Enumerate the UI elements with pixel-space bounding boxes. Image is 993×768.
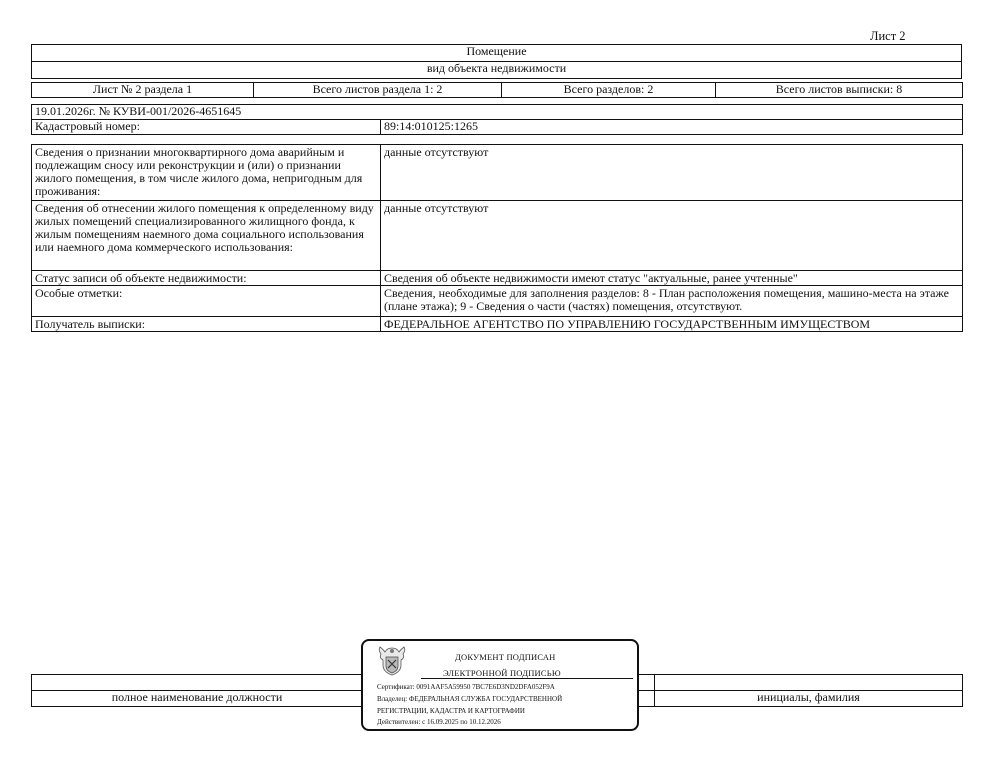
name-field xyxy=(655,675,963,691)
sheet-counters-row xyxy=(31,82,963,98)
electronic-signature-stamp xyxy=(361,639,639,731)
row-value-recipient: ФЕДЕРАЛЬНОЕ АГЕНТСТВО ПО УПРАВЛЕНИЮ ГОСУДАРСТВЕННЫМ ИМУЩЕСТВОМ xyxy=(381,317,963,332)
row-label-record-status: Статус записи об объекте недвижимости: xyxy=(32,271,381,286)
row-label-specialized-fund: Сведения об отнесении жилого помещения к определенному виду жилых помещений специализированного жилищного фонда, к жилым помещениям наемного дома социального использования или наемного дома коммерческого использования: xyxy=(32,201,381,271)
row-value-special-notes: Сведения, необходимые для заполнения разделов: 8 - План расположения помещения, машино-места на этаже (плане этажа); 9 - Сведения о части (частях) помещения, отсутствуют. xyxy=(381,286,963,317)
position-field xyxy=(32,675,363,691)
total-section-sheets: Всего листов раздела 1: 2 xyxy=(254,83,502,98)
cadastral-number-value: 89:14:010125:1265 xyxy=(381,120,963,135)
stamp-owner-line1: Владелец: ФЕДЕРАЛЬНАЯ СЛУЖБА ГОСУДАРСТВЕННОЙ xyxy=(377,695,563,703)
stamp-divider xyxy=(421,678,633,679)
object-type-title: Помещение xyxy=(32,45,962,62)
stamp-certificate: Сертификат: 0091AAF5A59950 7BC7E6D3ND2DFA052F9A xyxy=(377,683,555,691)
row-value-specialized-fund: данные отсутствуют xyxy=(381,201,963,271)
object-type-header xyxy=(31,44,962,79)
position-caption: полное наименование должности xyxy=(32,691,363,707)
coat-of-arms-icon xyxy=(377,645,407,677)
row-label-special-notes: Особые отметки: xyxy=(32,286,381,317)
row-label-recipient: Получатель выписки: xyxy=(32,317,381,332)
name-caption: инициалы, фамилия xyxy=(655,691,963,707)
stamp-title-line2: ЭЛЕКТРОННОЙ ПОДПИСЬЮ xyxy=(443,668,561,678)
cadastral-number-label: Кадастровый номер: xyxy=(32,120,381,135)
row-value-record-status: Сведения об объекте недвижимости имеют статус "актуальные, ранее учтенные" xyxy=(381,271,963,286)
row-label-emergency: Сведения о признании многоквартирного дома аварийным и подлежащим сносу или реконструкции и (или) о признании жилого помещения, в том числе жилого дома, непригодным для проживания: xyxy=(32,145,381,201)
row-value-emergency: данные отсутствуют xyxy=(381,145,963,201)
sheet-number: Лист 2 xyxy=(870,29,906,43)
stamp-title-line1: ДОКУМЕНТ ПОДПИСАН xyxy=(455,652,556,662)
stamp-validity: Действителен: с 16.09.2025 по 10.12.2026 xyxy=(377,718,501,726)
object-type-caption: вид объекта недвижимости xyxy=(32,62,962,79)
total-sections: Всего разделов: 2 xyxy=(502,83,716,98)
total-extract-sheets: Всего листов выписки: 8 xyxy=(716,83,963,98)
object-details-table xyxy=(31,144,963,332)
sheet-of-section: Лист № 2 раздела 1 xyxy=(32,83,254,98)
extract-info xyxy=(31,104,963,135)
stamp-owner-line2: РЕГИСТРАЦИИ, КАДАСТРА И КАРТОГРАФИИ xyxy=(377,707,525,715)
extract-date-number: 19.01.2026г. № КУВИ-001/2026-4651645 xyxy=(32,105,963,120)
